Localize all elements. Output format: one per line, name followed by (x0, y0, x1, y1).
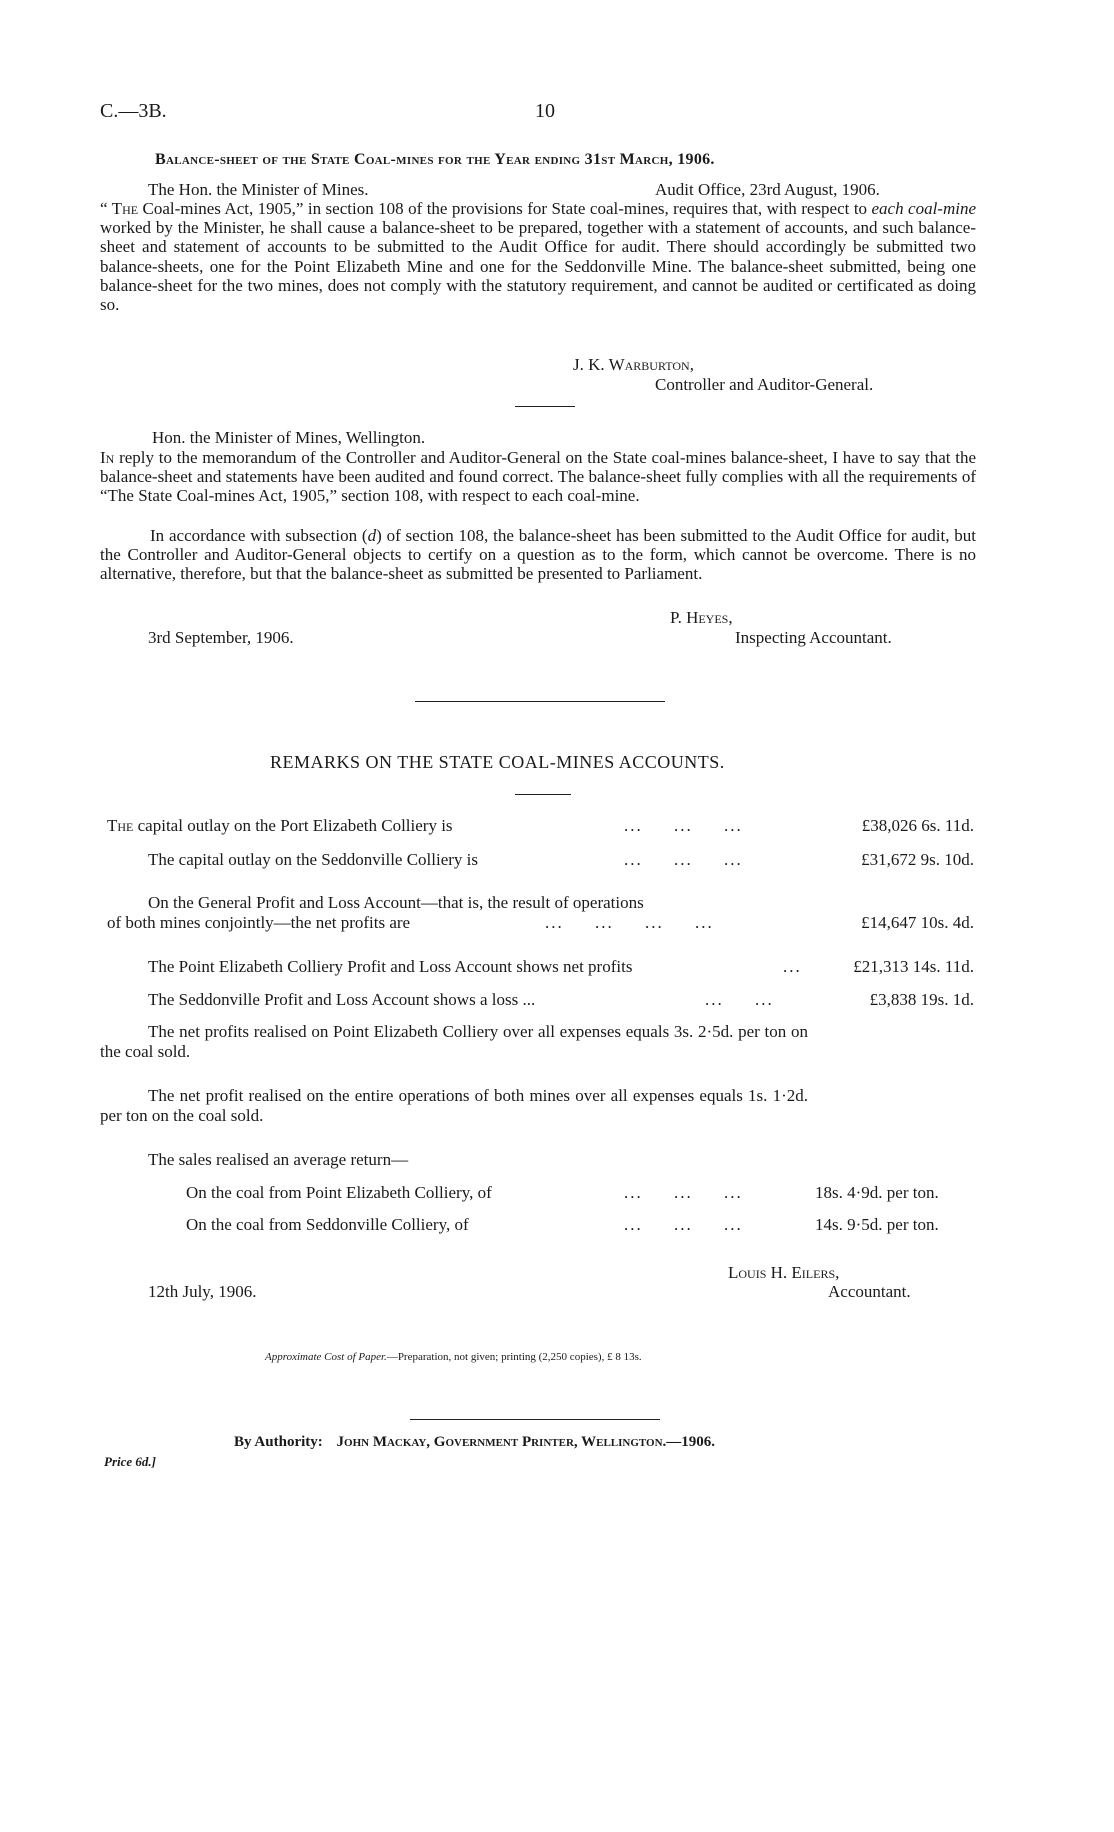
divider-short-2 (515, 794, 571, 795)
remark-line-1 (107, 816, 453, 836)
remark-para-a: The net profits realised on Point Elizabeth Colliery over all expenses equals 3s. 2·5d. per ton on the coal sold. (100, 1022, 808, 1061)
section-title: Balance-sheet of the State Coal-mines for the Year ending 31st March, 1906. (155, 151, 715, 168)
remark-para-b: The net profit realised on the entire operations of both mines over all expenses equals 1s. 1·2d. per ton on the coal sold. (100, 1086, 808, 1125)
remark-line-1-text: capital outlay on the Port Elizabeth Colliery is (137, 816, 453, 835)
remark-line-3-text-b: of both mines conjointly—the net profits are (107, 913, 411, 932)
reply-italic: d (367, 526, 377, 545)
reply-paragraph-2 (100, 526, 976, 584)
remark-line-5-text: The Seddonville Profit and Loss Account shows a loss ... (148, 990, 536, 1009)
reply-signer-title: Inspecting Accountant. (735, 628, 892, 647)
reply-lead: In (100, 448, 115, 467)
remark-line-4-amount: £21,313 14s. 11d. (853, 957, 974, 976)
memo-paragraph (100, 199, 976, 314)
remark-line-1-dots: ... ... ... (624, 816, 743, 835)
price: Price 6d.] (104, 1454, 156, 1469)
remarks-title: REMARKS ON THE STATE COAL-MINES ACCOUNTS. (270, 752, 725, 772)
sales-line-1-dots: ... ... ... (624, 1183, 743, 1202)
remark-line-4-text: The Point Elizabeth Colliery Profit and Loss Account shows net profits (148, 957, 633, 976)
divider-long (415, 701, 665, 702)
reply-paragraph-1 (100, 448, 976, 506)
reply-addressee: Hon. the Minister of Mines, Wellington. (152, 428, 426, 447)
sales-line-2-dots: ... ... ... (624, 1215, 743, 1234)
remark-line-5-dots: ... ... (705, 990, 774, 1009)
memo-addressee: The Hon. the Minister of Mines. (148, 180, 369, 199)
reply-text: reply to the memorandum of the Controller and Auditor-General on the State coal-mines balance-sheet, I have to say that the balance-sheet and statements have been audited and found correct. The balance-sheet fully complies with all the requirements of “The State Coal-mines Act, 1905,” section 108, with respect to each coal-mine. (100, 448, 976, 506)
sales-line-1-amount: 18s. 4·9d. per ton. (815, 1183, 939, 1202)
remark-line-4-dots: ... (783, 957, 802, 976)
reply-text-2a: In accordance with subsection ( (150, 526, 368, 545)
document-reference: C.—3B. (100, 100, 167, 122)
memo-text-a: Coal-mines Act, 1905,” in section 108 of the provisions for State coal-mines, requires that, with respect to (142, 199, 868, 218)
remark-line-3-amount: £14,647 10s. 4d. (861, 913, 974, 932)
reply-text-2b: ) of section 108, the balance-sheet has been submitted to the Audit Office for audit, but the Controller and Auditor-General objects to certify on a question as to the form, which cannot be overcome. There is no alternative, therefore, but that the balance-sheet as submitted be presented to Parliament. (100, 526, 977, 584)
authority-label: By Authority: (234, 1434, 323, 1450)
remark-line-2-dots: ... ... ... (624, 850, 743, 869)
sales-line-1-text: On the coal from Point Elizabeth Colliery, of (186, 1183, 492, 1202)
remark-line-1-amount: £38,026 6s. 11d. (861, 816, 974, 835)
remarks-signer-name: Louis H. Eilers, (728, 1263, 840, 1282)
memo-office-date: Audit Office, 23rd August, 1906. (655, 180, 880, 199)
remark-lead: The (107, 816, 134, 835)
page-number: 10 (535, 100, 555, 122)
memo-lead: “ The (100, 199, 139, 218)
signer-title: Controller and Auditor-General. (655, 375, 874, 394)
memo-text-b: worked by the Minister, he shall cause a balance-sheet to be prepared, together with a statement of accounts, and such balance-sheet and statement of accounts to be submitted to the Audit Office for audit. There should accordingly be submitted two balance-sheets, one for the Point Elizabeth Mine and one for the Seddonville Mine. The balance-sheet submitted, being one balance-sheet for the two mines, does not comply with the statutory requirement, and cannot be audited or certificated as doing so. (100, 218, 976, 315)
remark-line-5-amount: £3,838 19s. 1d. (869, 990, 974, 1009)
remarks-signer-title: Accountant. (828, 1282, 911, 1301)
reply-signer-name: P. Heyes, (670, 608, 733, 627)
reply-date: 3rd September, 1906. (148, 628, 294, 647)
remark-line-2-text: The capital outlay on the Seddonville Colliery is (148, 850, 479, 869)
printer-line (234, 1434, 715, 1451)
cost-note (265, 1351, 642, 1363)
footer-rule (410, 1419, 660, 1420)
sales-line-2-text: On the coal from Seddonville Colliery, of (186, 1215, 469, 1234)
cost-label: Approximate Cost of Paper. (265, 1351, 387, 1363)
cost-text: —Preparation, not given; printing (2,250 copies), £ 8 13s. (386, 1351, 642, 1363)
remarks-date: 12th July, 1906. (148, 1282, 257, 1301)
signer-name: J. K. Warburton, (573, 355, 694, 374)
sales-intro: The sales realised an average return— (148, 1150, 409, 1169)
printer-name: John Mackay, Government Printer, Wellington.—1906. (336, 1434, 716, 1450)
remark-line-2-amount: £31,672 9s. 10d. (861, 850, 974, 869)
divider-short (515, 406, 575, 407)
remark-line-3-text-a: On the General Profit and Loss Account—that is, the result of operations (148, 893, 644, 912)
memo-italic: each coal-mine (871, 199, 977, 218)
remark-line-3-dots: ... ... ... ... (545, 913, 714, 932)
sales-line-2-amount: 14s. 9·5d. per ton. (815, 1215, 939, 1234)
